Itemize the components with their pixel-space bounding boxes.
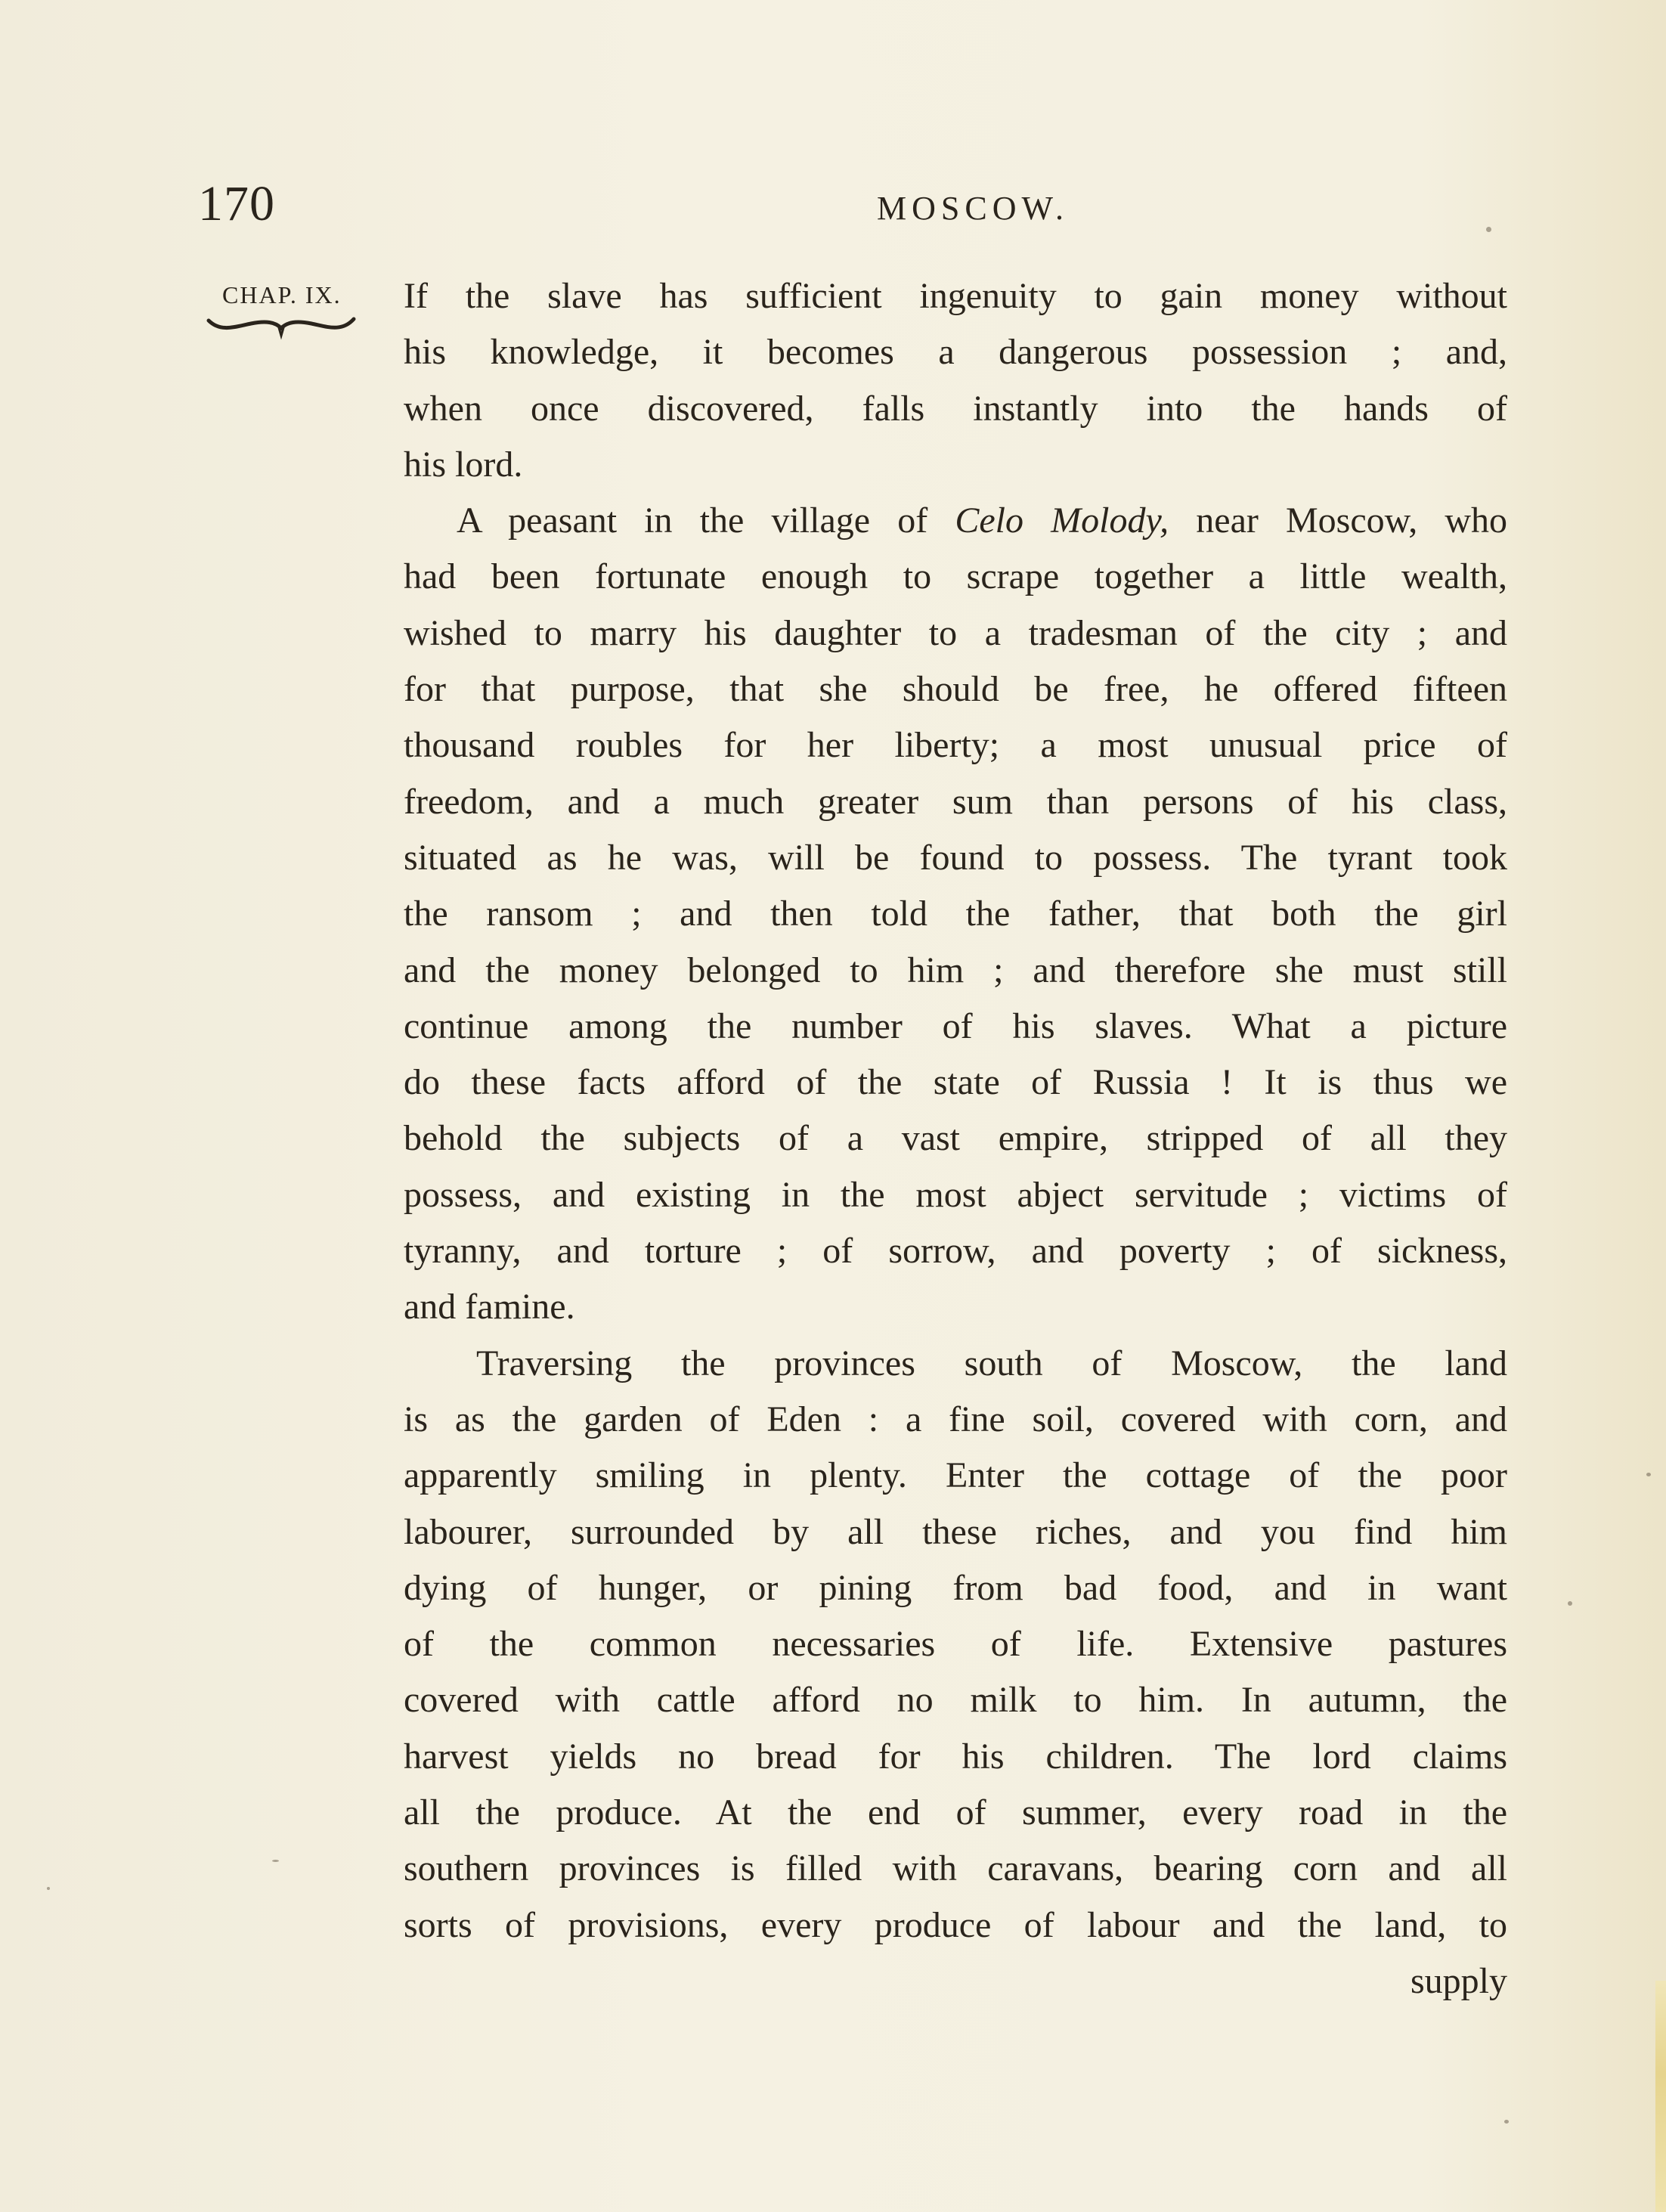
text-line: dying of hunger, or pining from bad food, and in want <box>404 1567 1507 1608</box>
paper-speck <box>1646 1473 1651 1476</box>
chapter-ornament <box>206 310 357 343</box>
paper-speck <box>1504 2120 1509 2124</box>
running-head: MOSCOW. <box>877 190 1069 227</box>
text-line: for that purpose, that she should be free, he offered fifteen <box>404 669 1507 710</box>
text-line: the ransom ; and then told the father, that both the girl <box>404 894 1507 934</box>
paper-speck <box>1486 227 1491 232</box>
text-line: thousand roubles for her liberty; a most unusual price of <box>404 725 1507 766</box>
text-line: and the money belonged to him ; and therefore she must still <box>404 950 1507 990</box>
body-text <box>404 268 1507 2009</box>
paper-speck <box>272 1860 279 1862</box>
catchword: supply <box>1410 1960 1507 2001</box>
text-line: do these facts afford of the state of Russia ! It is thus we <box>404 1062 1507 1103</box>
text-line: tyranny, and torture ; of sorrow, and poverty ; of sickness, <box>404 1231 1507 1272</box>
text-line: freedom, and a much greater sum than persons of his class, <box>404 781 1507 822</box>
text-line: is as the garden of Eden : a fine soil, covered with corn, and <box>404 1399 1507 1439</box>
chapter-label: CHAP. IX. <box>222 281 342 308</box>
text-line: Traversing the provinces south of Moscow, the land <box>476 1343 1507 1383</box>
text-line: continue among the number of his slaves. What a picture <box>404 1005 1507 1046</box>
text-line: wished to marry his daughter to a tradesman of the city ; and <box>404 612 1507 653</box>
text-line: apparently smiling in plenty. Enter the cottage of the poor <box>404 1455 1507 1496</box>
page-edge <box>1655 1981 1666 2212</box>
text-line: labourer, surrounded by all these riches, and you find him <box>404 1511 1507 1552</box>
paper-speck <box>1568 1601 1572 1606</box>
text-line: all the produce. At the end of summer, every road in the <box>404 1792 1507 1833</box>
text-line: his knowledge, it becomes a dangerous possession ; and, <box>404 332 1507 373</box>
page-number: 170 <box>198 176 275 231</box>
text-line: sorts of provisions, every produce of labour and the land, to <box>404 1904 1507 1945</box>
text-line: had been fortunate enough to scrape together a little wealth, <box>404 556 1507 597</box>
text-line: possess, and existing in the most abject servitude ; victims of <box>404 1174 1507 1215</box>
text-line: southern provinces is filled with caravans, bearing corn and all <box>404 1848 1507 1889</box>
text-segment: A peasant in the village of <box>457 500 955 541</box>
text-line: his lord. <box>404 444 523 485</box>
text-line: behold the subjects of a vast empire, stripped of all they <box>404 1118 1507 1159</box>
text-line: If the slave has sufficient ingenuity to gain money without <box>404 276 1507 316</box>
place-name-italic: Celo Molody, <box>955 500 1169 541</box>
text-line: of the common necessaries of life. Extensive pastures <box>404 1624 1507 1665</box>
text-segment: near Moscow, who <box>1169 500 1508 541</box>
paper-speck <box>47 1887 50 1890</box>
text-line: and famine. <box>404 1287 575 1328</box>
text-line: covered with cattle afford no milk to him. In autumn, the <box>404 1680 1507 1721</box>
text-line: situated as he was, will be found to possess. The tyrant took <box>404 837 1507 878</box>
text-line: harvest yields no bread for his children. The lord claims <box>404 1736 1507 1777</box>
text-line: when once discovered, falls instantly into the hands of <box>404 388 1507 429</box>
text-line <box>404 493 1507 549</box>
